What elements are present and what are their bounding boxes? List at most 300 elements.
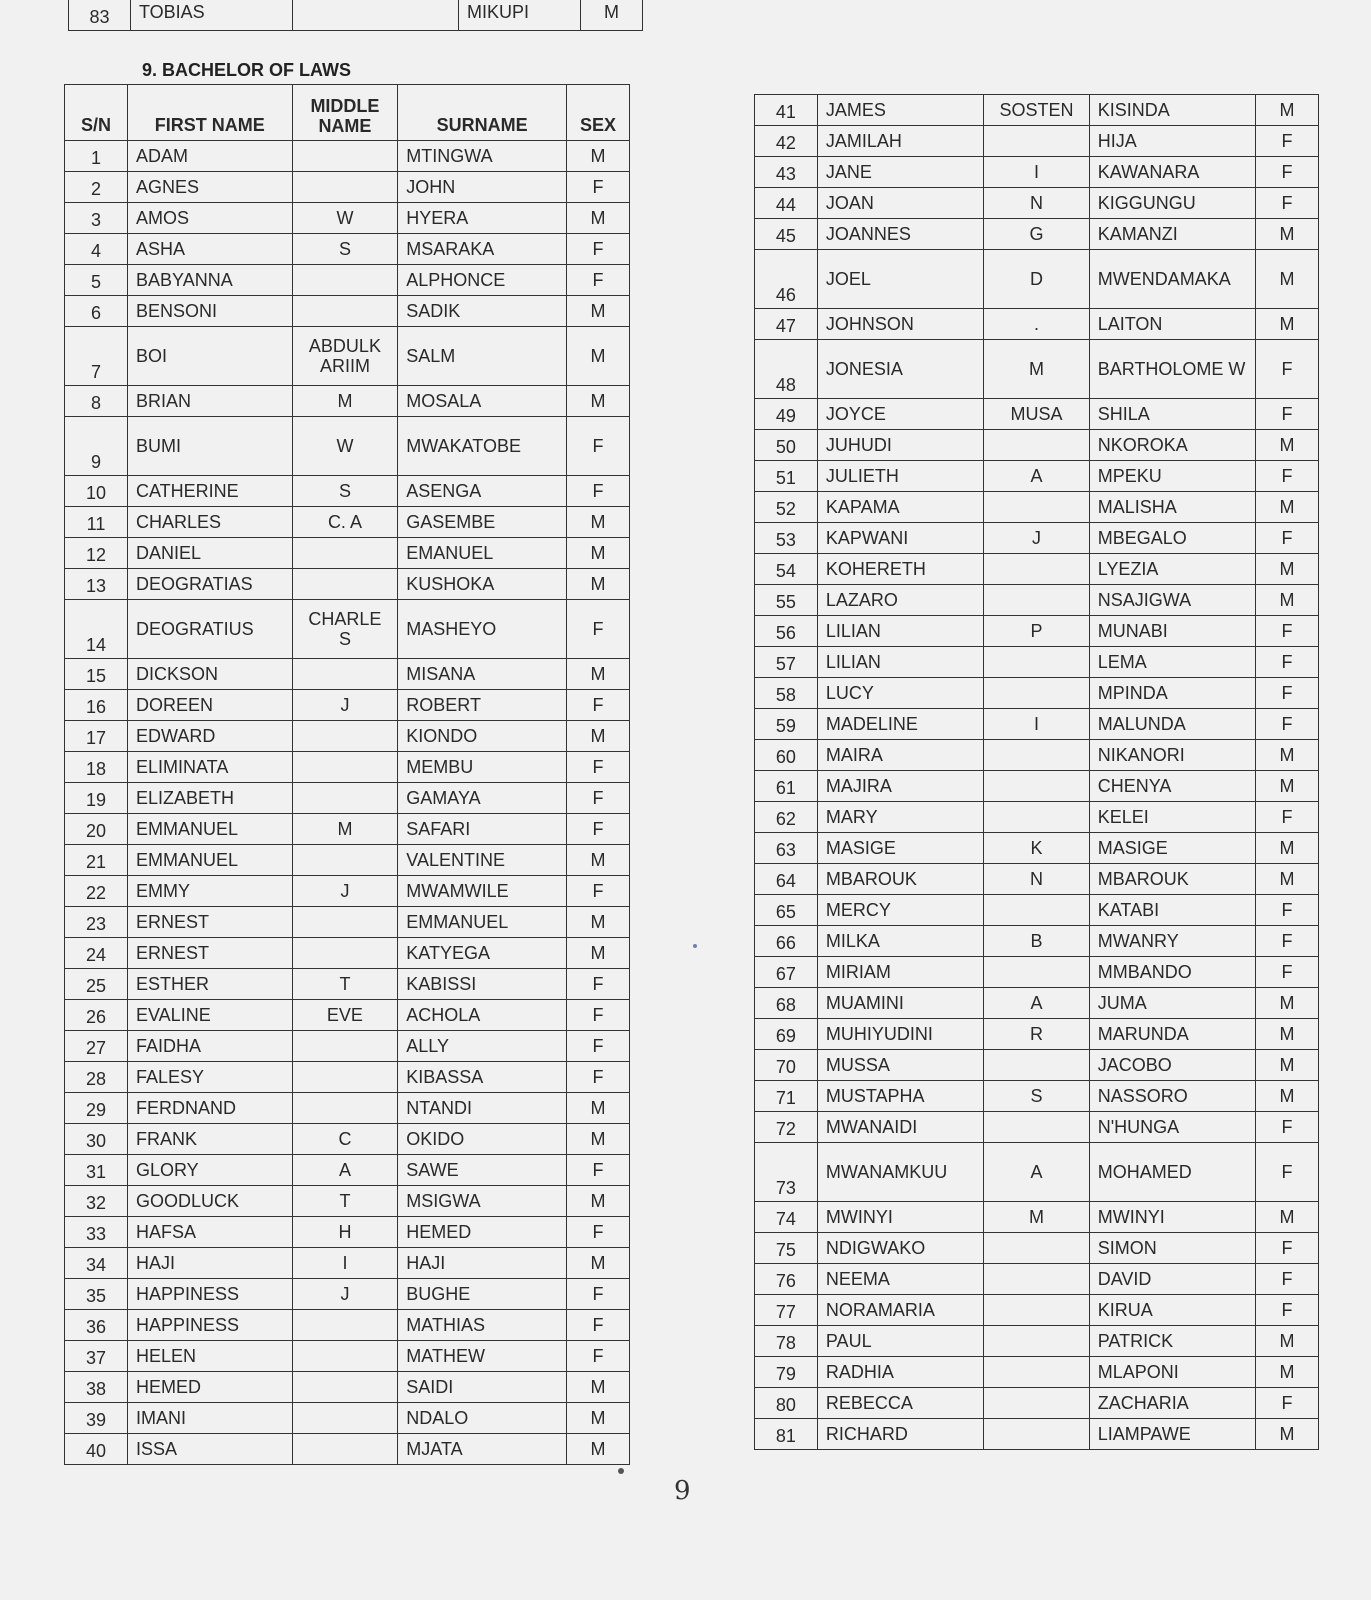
middle-name-cell: H [292, 1217, 398, 1248]
surname-cell: NASSORO [1089, 1081, 1255, 1112]
table-row [755, 1081, 1319, 1112]
sex-cell: F [1256, 802, 1319, 833]
sn-cell: 22 [65, 876, 128, 907]
table-row [755, 1143, 1319, 1202]
table-row [755, 492, 1319, 523]
sex-cell: F [1256, 1233, 1319, 1264]
first-name-cell: FRANK [128, 1124, 293, 1155]
table-row [65, 690, 630, 721]
first-name-cell: JONESIA [817, 340, 983, 399]
sn-cell: 80 [755, 1388, 818, 1419]
sex-cell: F [566, 476, 629, 507]
sex-cell: M [1256, 95, 1319, 126]
sex-cell: F [1256, 188, 1319, 219]
table-row [65, 969, 630, 1000]
surname-cell: ZACHARIA [1089, 1388, 1255, 1419]
middle-name-cell [984, 1357, 1089, 1388]
middle-name-cell [984, 1326, 1089, 1357]
middle-name-cell: B [984, 926, 1089, 957]
surname-cell: NKOROKA [1089, 430, 1255, 461]
sn-cell: 33 [65, 1217, 128, 1248]
middle-name-cell: J [984, 523, 1089, 554]
table-row [65, 721, 630, 752]
table-row [755, 1019, 1319, 1050]
surname-cell: KELEI [1089, 802, 1255, 833]
middle-name-cell: C [292, 1124, 398, 1155]
table-row [65, 1403, 630, 1434]
previous-section-table [68, 0, 643, 31]
first-name-cell: ADAM [128, 141, 293, 172]
sex-cell: F [1256, 957, 1319, 988]
table-row [65, 1000, 630, 1031]
sn-cell: 53 [755, 523, 818, 554]
sex-cell: F [1256, 157, 1319, 188]
surname-cell: NSAJIGWA [1089, 585, 1255, 616]
first-name-cell: MADELINE [817, 709, 983, 740]
first-name-cell: MUSSA [817, 1050, 983, 1081]
table-row [755, 678, 1319, 709]
sex-cell: M [1256, 771, 1319, 802]
table-row [65, 1341, 630, 1372]
middle-name-cell: CHARLE S [292, 600, 398, 659]
first-name-cell: DOREEN [128, 690, 293, 721]
surname-cell: MWANRY [1089, 926, 1255, 957]
surname-cell: KUSHOKA [398, 569, 567, 600]
first-name-cell: ELIMINATA [128, 752, 293, 783]
sn-cell: 69 [755, 1019, 818, 1050]
surname-cell: PATRICK [1089, 1326, 1255, 1357]
sex-cell: F [566, 1062, 629, 1093]
table-row [65, 783, 630, 814]
middle-name-cell [984, 1264, 1089, 1295]
sn-cell: 51 [755, 461, 818, 492]
first-name-cell: HAJI [128, 1248, 293, 1279]
surname-cell: MWINYI [1089, 1202, 1255, 1233]
sex-cell: F [566, 1279, 629, 1310]
first-name-cell: PAUL [817, 1326, 983, 1357]
surname-cell: MASIGE [1089, 833, 1255, 864]
table-row [755, 833, 1319, 864]
sex-cell: M [566, 141, 629, 172]
sex-cell: F [566, 752, 629, 783]
sex-cell: F [1256, 1388, 1319, 1419]
middle-name-cell [292, 1093, 398, 1124]
table-row [755, 157, 1319, 188]
sex-cell: M [1256, 492, 1319, 523]
first-name-cell: EDWARD [128, 721, 293, 752]
table-row [755, 461, 1319, 492]
sex-cell: M [1256, 250, 1319, 309]
first-name-cell: RICHARD [817, 1419, 983, 1450]
first-name-cell: ELIZABETH [128, 783, 293, 814]
table-row [65, 172, 630, 203]
sn-cell: 23 [65, 907, 128, 938]
sex-cell: F [1256, 709, 1319, 740]
first-name-cell: EMMY [128, 876, 293, 907]
sex-cell: M [566, 296, 629, 327]
first-name-cell: ESTHER [128, 969, 293, 1000]
middle-name-cell [984, 771, 1089, 802]
table-row [65, 814, 630, 845]
sex-cell: M [566, 938, 629, 969]
first-name-cell: ERNEST [128, 907, 293, 938]
sn-cell: 39 [65, 1403, 128, 1434]
table-row [65, 876, 630, 907]
table-row [69, 0, 643, 31]
middle-name-cell [984, 430, 1089, 461]
surname-cell: KIRUA [1089, 1295, 1255, 1326]
table-row [755, 399, 1319, 430]
sn-cell: 44 [755, 188, 818, 219]
middle-name-cell [984, 492, 1089, 523]
sex-cell: M [1256, 1419, 1319, 1450]
table-row [65, 569, 630, 600]
middle-name-cell [292, 1341, 398, 1372]
surname-cell: KISINDA [1089, 95, 1255, 126]
middle-name-cell [292, 907, 398, 938]
middle-name-cell: ABDULK ARIIM [292, 327, 398, 386]
middle-name-cell: T [292, 1186, 398, 1217]
first-name-cell: HAPPINESS [128, 1279, 293, 1310]
sex-cell: M [566, 1403, 629, 1434]
sn-cell: 36 [65, 1310, 128, 1341]
sn-cell: 11 [65, 507, 128, 538]
first-name-cell: FAIDHA [128, 1031, 293, 1062]
middle-name-cell [292, 752, 398, 783]
middle-name-cell [984, 647, 1089, 678]
first-name-cell: MILKA [817, 926, 983, 957]
surname-cell: MASHEYO [398, 600, 567, 659]
sex-cell: M [1256, 864, 1319, 895]
surname-cell: MJATA [398, 1434, 567, 1465]
sex-cell: F [566, 1031, 629, 1062]
table-row [755, 309, 1319, 340]
table-row [65, 600, 630, 659]
sn-cell: 35 [65, 1279, 128, 1310]
surname-cell: JUMA [1089, 988, 1255, 1019]
table-row [65, 141, 630, 172]
first-name-cell: LAZARO [817, 585, 983, 616]
sex-cell: F [1256, 678, 1319, 709]
sn-cell: 38 [65, 1372, 128, 1403]
middle-name-cell: MUSA [984, 399, 1089, 430]
first-name-cell: ASHA [128, 234, 293, 265]
sex-cell: M [566, 507, 629, 538]
first-name-cell: BABYANNA [128, 265, 293, 296]
surname-cell: LIAMPAWE [1089, 1419, 1255, 1450]
surname-cell: MSARAKA [398, 234, 567, 265]
surname-cell: SIMON [1089, 1233, 1255, 1264]
sex-cell: M [1256, 1019, 1319, 1050]
table-row [755, 250, 1319, 309]
students-table-right [754, 94, 1319, 1450]
header-first-name: FIRST NAME [128, 85, 293, 141]
sex-cell: M [566, 327, 629, 386]
surname-cell: MIKUPI [459, 0, 581, 31]
sex-cell: F [566, 690, 629, 721]
sex-cell: M [581, 0, 643, 31]
sex-cell: M [566, 569, 629, 600]
middle-name-cell [292, 1310, 398, 1341]
sn-cell: 64 [755, 864, 818, 895]
sex-cell: F [566, 265, 629, 296]
first-name-cell: EVALINE [128, 1000, 293, 1031]
middle-name-cell [292, 265, 398, 296]
first-name-cell: BOI [128, 327, 293, 386]
middle-name-cell [984, 678, 1089, 709]
sn-cell: 25 [65, 969, 128, 1000]
surname-cell: KIGGUNGU [1089, 188, 1255, 219]
first-name-cell: DEOGRATIAS [128, 569, 293, 600]
table-row [755, 523, 1319, 554]
middle-name-cell [292, 938, 398, 969]
first-name-cell: BRIAN [128, 386, 293, 417]
surname-cell: MPEKU [1089, 461, 1255, 492]
sn-cell: 42 [755, 126, 818, 157]
middle-name-cell [293, 0, 459, 31]
surname-cell: MPINDA [1089, 678, 1255, 709]
first-name-cell: MWINYI [817, 1202, 983, 1233]
middle-name-cell [292, 172, 398, 203]
middle-name-cell [292, 569, 398, 600]
surname-cell: MARUNDA [1089, 1019, 1255, 1050]
middle-name-cell: W [292, 417, 398, 476]
table-row [65, 1372, 630, 1403]
header-row [65, 85, 630, 141]
table-row [65, 1093, 630, 1124]
first-name-cell: EMMANUEL [128, 845, 293, 876]
table-row [65, 1310, 630, 1341]
first-name-cell: HAPPINESS [128, 1310, 293, 1341]
sn-cell: 45 [755, 219, 818, 250]
sn-cell: 46 [755, 250, 818, 309]
surname-cell: MATHEW [398, 1341, 567, 1372]
surname-cell: MEMBU [398, 752, 567, 783]
sn-cell: 47 [755, 309, 818, 340]
header-middle-name: MIDDLE NAME [292, 85, 398, 141]
middle-name-cell [984, 957, 1089, 988]
table-row [65, 1248, 630, 1279]
middle-name-cell: K [984, 833, 1089, 864]
sn-cell: 40 [65, 1434, 128, 1465]
table-row [755, 1050, 1319, 1081]
surname-cell: LAITON [1089, 309, 1255, 340]
surname-cell: GAMAYA [398, 783, 567, 814]
surname-cell: ACHOLA [398, 1000, 567, 1031]
sex-cell: M [566, 1372, 629, 1403]
middle-name-cell [292, 721, 398, 752]
surname-cell: ROBERT [398, 690, 567, 721]
surname-cell: KATABI [1089, 895, 1255, 926]
middle-name-cell: P [984, 616, 1089, 647]
table-row [755, 616, 1319, 647]
first-name-cell: BUMI [128, 417, 293, 476]
middle-name-cell: EVE [292, 1000, 398, 1031]
sn-cell: 9 [65, 417, 128, 476]
table-row [65, 659, 630, 690]
sex-cell: F [1256, 126, 1319, 157]
first-name-cell: GLORY [128, 1155, 293, 1186]
sn-cell: 75 [755, 1233, 818, 1264]
middle-name-cell [292, 296, 398, 327]
middle-name-cell: I [292, 1248, 398, 1279]
first-name-cell: CHARLES [128, 507, 293, 538]
sex-cell: M [1256, 1326, 1319, 1357]
table-row [65, 265, 630, 296]
middle-name-cell [984, 126, 1089, 157]
first-name-cell: EMMANUEL [128, 814, 293, 845]
sex-cell: M [566, 538, 629, 569]
table-row [755, 585, 1319, 616]
table-row [755, 647, 1319, 678]
middle-name-cell [984, 1050, 1089, 1081]
sn-cell: 6 [65, 296, 128, 327]
sex-cell: M [566, 1093, 629, 1124]
sn-cell: 13 [65, 569, 128, 600]
surname-cell: MOHAMED [1089, 1143, 1255, 1202]
surname-cell: MALUNDA [1089, 709, 1255, 740]
table-row [755, 988, 1319, 1019]
middle-name-cell: . [984, 309, 1089, 340]
surname-cell: JOHN [398, 172, 567, 203]
middle-name-cell: A [984, 988, 1089, 1019]
middle-name-cell: G [984, 219, 1089, 250]
table-row [755, 1295, 1319, 1326]
surname-cell: CHENYA [1089, 771, 1255, 802]
sn-cell: 37 [65, 1341, 128, 1372]
surname-cell: HAJI [398, 1248, 567, 1279]
first-name-cell: MAJIRA [817, 771, 983, 802]
table-row [755, 1202, 1319, 1233]
middle-name-cell: S [984, 1081, 1089, 1112]
table-row [65, 296, 630, 327]
sn-cell: 43 [755, 157, 818, 188]
first-name-cell: LUCY [817, 678, 983, 709]
middle-name-cell [292, 845, 398, 876]
sex-cell: F [1256, 1143, 1319, 1202]
table-row [65, 1031, 630, 1062]
surname-cell: SAWE [398, 1155, 567, 1186]
middle-name-cell: SOSTEN [984, 95, 1089, 126]
middle-name-cell [292, 783, 398, 814]
sn-cell: 60 [755, 740, 818, 771]
middle-name-cell: I [984, 709, 1089, 740]
sn-cell: 78 [755, 1326, 818, 1357]
surname-cell: MATHIAS [398, 1310, 567, 1341]
sn-cell: 18 [65, 752, 128, 783]
table-row [65, 1124, 630, 1155]
sn-cell: 8 [65, 386, 128, 417]
section-title: 9. BACHELOR OF LAWS [142, 60, 352, 80]
sn-cell: 1 [65, 141, 128, 172]
middle-name-cell: W [292, 203, 398, 234]
sex-cell: F [1256, 461, 1319, 492]
sex-cell: M [1256, 740, 1319, 771]
first-name-cell: MIRIAM [817, 957, 983, 988]
first-name-cell: CATHERINE [128, 476, 293, 507]
surname-cell: EMMANUEL [398, 907, 567, 938]
surname-cell: MSIGWA [398, 1186, 567, 1217]
table-row [755, 864, 1319, 895]
sn-cell: 28 [65, 1062, 128, 1093]
sn-cell: 15 [65, 659, 128, 690]
middle-name-cell [292, 141, 398, 172]
table-row [755, 1326, 1319, 1357]
surname-cell: MTINGWA [398, 141, 567, 172]
table-row [755, 709, 1319, 740]
sn-cell: 27 [65, 1031, 128, 1062]
first-name-cell: AGNES [128, 172, 293, 203]
surname-cell: MMBANDO [1089, 957, 1255, 988]
first-name-cell: JOHNSON [817, 309, 983, 340]
sex-cell: F [1256, 1295, 1319, 1326]
sn-cell: 77 [755, 1295, 818, 1326]
middle-name-cell [292, 1403, 398, 1434]
sex-cell: M [1256, 309, 1319, 340]
middle-name-cell: M [984, 1202, 1089, 1233]
first-name-cell: ISSA [128, 1434, 293, 1465]
sex-cell: F [1256, 647, 1319, 678]
sex-cell: M [1256, 219, 1319, 250]
table-row [755, 895, 1319, 926]
surname-cell: KAMANZI [1089, 219, 1255, 250]
middle-name-cell: S [292, 476, 398, 507]
first-name-cell: JOYCE [817, 399, 983, 430]
sex-cell: M [1256, 1202, 1319, 1233]
first-name-cell: NDIGWAKO [817, 1233, 983, 1264]
middle-name-cell: M [984, 340, 1089, 399]
first-name-cell: NORAMARIA [817, 1295, 983, 1326]
sn-cell: 81 [755, 1419, 818, 1450]
sn-cell: 24 [65, 938, 128, 969]
print-speck [693, 944, 697, 948]
sex-cell: F [566, 172, 629, 203]
table-row [65, 1155, 630, 1186]
sn-cell: 63 [755, 833, 818, 864]
surname-cell: NIKANORI [1089, 740, 1255, 771]
table-row [65, 907, 630, 938]
sn-cell: 55 [755, 585, 818, 616]
surname-cell: MOSALA [398, 386, 567, 417]
sn-cell: 2 [65, 172, 128, 203]
first-name-cell: KAPWANI [817, 523, 983, 554]
first-name-cell: JAMILAH [817, 126, 983, 157]
header-surname: SURNAME [398, 85, 567, 141]
first-name-cell: BENSONI [128, 296, 293, 327]
sn-cell: 56 [755, 616, 818, 647]
sn-cell: 34 [65, 1248, 128, 1279]
surname-cell: SHILA [1089, 399, 1255, 430]
sex-cell: M [566, 1186, 629, 1217]
middle-name-cell [292, 1372, 398, 1403]
first-name-cell: MWANAIDI [817, 1112, 983, 1143]
first-name-cell: RADHIA [817, 1357, 983, 1388]
middle-name-cell: J [292, 876, 398, 907]
sex-cell: M [1256, 554, 1319, 585]
sex-cell: M [566, 1124, 629, 1155]
sn-cell: 70 [755, 1050, 818, 1081]
page-number: 9 [674, 1476, 691, 1506]
table-row [755, 554, 1319, 585]
sn-cell: 66 [755, 926, 818, 957]
middle-name-cell [984, 802, 1089, 833]
table-row [65, 417, 630, 476]
surname-cell: HIJA [1089, 126, 1255, 157]
first-name-cell: JOEL [817, 250, 983, 309]
students-table-left [64, 84, 630, 1465]
table-row [65, 1434, 630, 1465]
first-name-cell: HELEN [128, 1341, 293, 1372]
